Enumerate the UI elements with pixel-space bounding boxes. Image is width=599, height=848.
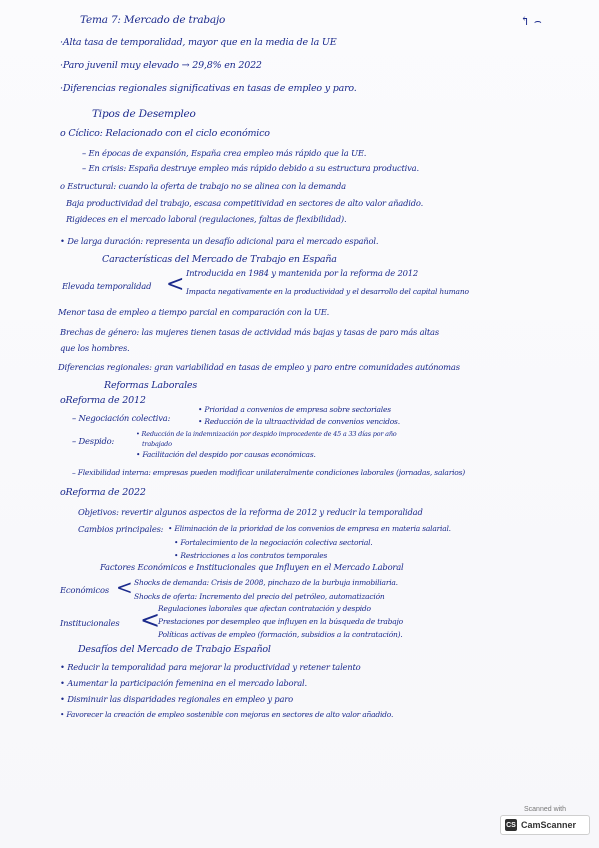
cambios-label: Cambios principales: <box>78 524 164 534</box>
camscanner-badge <box>500 815 590 835</box>
desafio-2: • Aumentar la participación femenina en el mercado laboral. <box>60 678 307 688</box>
temporalidad-1: Introducida en 1984 y mantenida por la reforma de 2012 <box>186 268 418 278</box>
intro-line-2: ·Paro juvenil muy elevado → 29,8% en 2022 <box>60 60 262 71</box>
page-title: Tema 7: Mercado de trabajo <box>80 14 226 26</box>
tipos-estructural-1: Baja productividad del trabajo, escasa competitividad en sectores de alto valor añadido. <box>66 198 424 208</box>
cambios-1: • Eliminación de la prioridad de los convenios de empresa en materia salarial. <box>168 524 451 533</box>
section-heading-factores: Factores Económicos e Institucionales que Influyen en el Mercado Laboral <box>100 562 404 572</box>
despido-1a: • Reducción de la indemnización por despido improcedente de 45 a 33 días por año <box>136 430 397 438</box>
cambios-2: • Fortalecimiento de la negociación colectiva sectorial. <box>174 538 373 547</box>
section-heading-desafios: Desafíos del Mercado de Trabajo Español <box>78 644 271 655</box>
camscanner-icon: CS <box>505 819 517 831</box>
brace-institucionales: < <box>140 606 161 634</box>
negociacion-label: – Negociación colectiva: <box>72 413 171 423</box>
tipos-larga-duracion: • De larga duración: representa un desafío adicional para el mercado español. <box>60 236 379 246</box>
brace-economicos: < <box>116 575 133 599</box>
desafio-3: • Disminuir las disparidades regionales en empleo y paro <box>60 694 293 704</box>
section-heading-tipos: Tipos de Desempleo <box>92 108 196 120</box>
institucionales-1: Regulaciones laborales que afectan contratación y despido <box>158 604 371 613</box>
intro-line-3: ·Diferencias regionales significativas en tasas de empleo y paro. <box>60 83 357 94</box>
desafio-1: • Reducir la temporalidad para mejorar la productividad y retener talento <box>60 662 361 672</box>
camscanner-watermark <box>500 806 590 840</box>
temporalidad-label: Elevada temporalidad <box>62 281 152 291</box>
flexibilidad-interna: – Flexibilidad interna: empresas pueden modificar unilateralmente condiciones laborales (jornadas, salarios) <box>72 468 465 477</box>
institucionales-label: Institucionales <box>60 618 120 628</box>
cambios-3: • Restricciones a los contratos temporales <box>174 551 328 560</box>
section-heading-caracteristicas: Características del Mercado de Trabajo en España <box>102 254 337 265</box>
despido-1b: trabajado <box>142 440 172 448</box>
objetivos-2022: Objetivos: revertir algunos aspectos de la reforma de 2012 y reducir la temporalidad <box>78 507 423 517</box>
tiempo-parcial: Menor tasa de empleo a tiempo parcial en comparación con la UE. <box>58 307 330 317</box>
institucionales-3: Políticas activas de empleo (formación, subsidios a la contratación). <box>158 630 403 639</box>
despido-label: – Despido: <box>72 436 115 446</box>
negociacion-1: • Prioridad a convenios de empresa sobre sectoriales <box>198 405 391 414</box>
tipos-estructural-2: Rigideces en el mercado laboral (regulaciones, faltas de flexibilidad). <box>66 214 347 224</box>
brecha-genero-1: Brechas de género: las mujeres tienen tasas de actividad más bajas y tasas de paro más altas <box>60 327 439 337</box>
brace-temporalidad: < <box>166 272 185 297</box>
despido-2: • Facilitación del despido por causas económicas. <box>136 450 316 459</box>
diferencias-regionales: Diferencias regionales: gran variabilidad en tasas de empleo y paro entre comunidades autónomas <box>58 362 460 372</box>
intro-line-1: ·Alta tasa de temporalidad, mayor que en la media de la UE <box>60 37 337 48</box>
institucionales-2: Prestaciones por desempleo que influyen en la búsqueda de trabajo <box>158 617 403 626</box>
brecha-genero-2: que los hombres. <box>60 343 130 353</box>
tipos-estructural: o Estructural: cuando la oferta de trabajo no se alinea con la demanda <box>60 181 346 191</box>
corner-mark: ↰ ⌢ <box>520 14 542 28</box>
section-heading-reformas: Reformas Laborales <box>104 380 198 391</box>
tipos-ciclico-2: – En crisis: España destruye empleo más rápido debido a su estructura productiva. <box>82 163 419 173</box>
scanned-with-label: Scanned with <box>523 806 567 813</box>
tipos-ciclico: o Cíclico: Relacionado con el ciclo económico <box>60 128 270 139</box>
reforma-2022: oReforma de 2022 <box>60 487 146 498</box>
temporalidad-2: Impacta negativamente en la productividad y el desarrollo del capital humano <box>186 287 469 296</box>
economicos-1: Shocks de demanda: Crisis de 2008, pinchazo de la burbuja inmobiliaria. <box>134 578 398 587</box>
economicos-label: Económicos <box>60 585 109 595</box>
economicos-2: Shocks de oferta: Incremento del precio del petróleo, automatización <box>134 592 385 601</box>
tipos-ciclico-1: – En épocas de expansión, España crea empleo más rápido que la UE. <box>82 148 367 158</box>
camscanner-name: CamScanner <box>521 820 577 830</box>
reforma-2012: oReforma de 2012 <box>60 395 146 406</box>
negociacion-2: • Reducción de la ultraactividad de convenios vencidos. <box>198 417 400 426</box>
desafio-4: • Favorecer la creación de empleo sostenible con mejoras en sectores de alto valor añadido. <box>60 710 394 719</box>
